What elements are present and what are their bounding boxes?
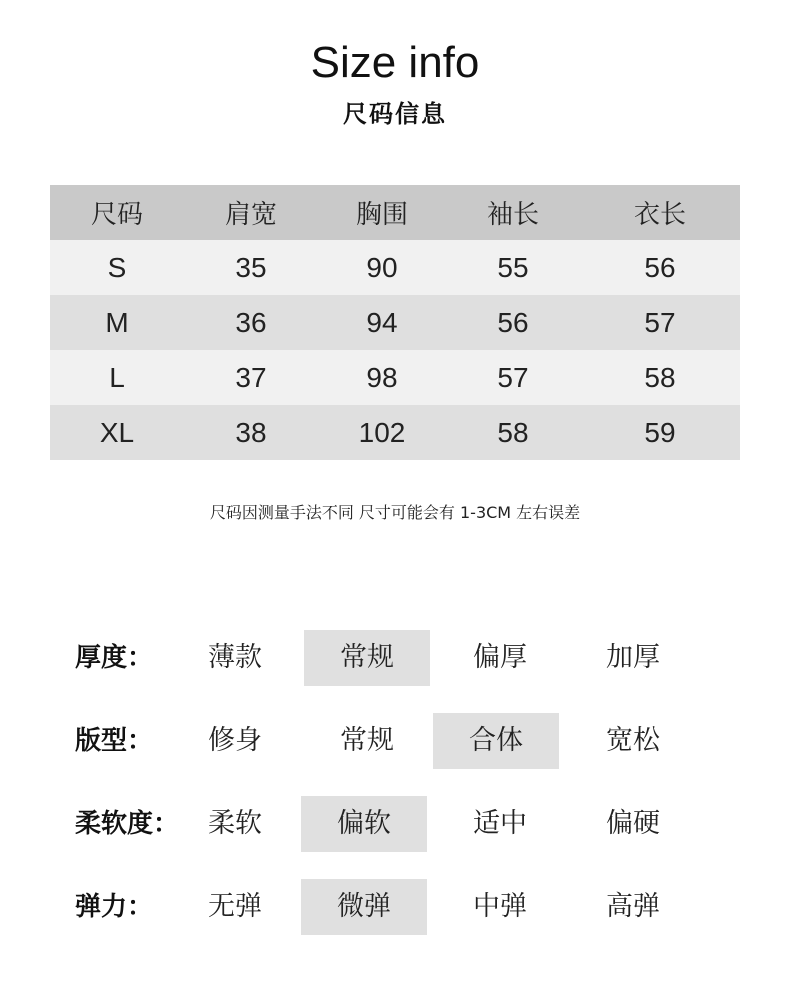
attribute-option: 加厚 [606, 642, 660, 673]
attribute-option: 高弹 [606, 891, 660, 922]
attribute-option: 适中 [473, 808, 527, 839]
table-row [50, 405, 740, 460]
table-cell: 38 [184, 405, 318, 460]
table-cell: 35 [184, 240, 318, 295]
attribute-row-softness [0, 796, 790, 852]
attribute-option: 常规 [340, 725, 394, 756]
attribute-label: 柔软度： [75, 809, 180, 839]
table-cell: 102 [318, 405, 446, 460]
table-cell: 98 [318, 350, 446, 405]
header-chest: 胸围 [318, 185, 446, 240]
table-cell: 57 [446, 350, 580, 405]
table-row [50, 350, 740, 405]
attribute-option-selected: 微弹 [301, 879, 427, 935]
attribute-option: 偏厚 [473, 642, 527, 673]
attribute-row-thickness [0, 630, 790, 686]
table-cell: 56 [446, 295, 580, 350]
attribute-option: 中弹 [473, 891, 527, 922]
table-cell: 58 [580, 350, 740, 405]
attribute-option-selected: 偏软 [301, 796, 427, 852]
table-cell: 57 [580, 295, 740, 350]
header-size: 尺码 [50, 185, 184, 240]
table-cell: 55 [446, 240, 580, 295]
measurement-note: 尺码因测量手法不同 尺寸可能会有 1-3CM 左右误差 [209, 503, 581, 522]
size-table [50, 185, 740, 460]
table-cell: 94 [318, 295, 446, 350]
table-cell: 36 [184, 295, 318, 350]
table-cell: 58 [446, 405, 580, 460]
table-row [50, 295, 740, 350]
page-title: Size info [310, 38, 480, 87]
attribute-option: 偏硬 [606, 808, 660, 839]
attribute-option-selected: 合体 [433, 713, 559, 769]
header-shoulder: 肩宽 [184, 185, 318, 240]
table-cell: M [50, 295, 184, 350]
table-header-row [50, 185, 740, 240]
attribute-label: 版型： [75, 726, 154, 756]
attribute-label: 厚度： [75, 643, 154, 673]
table-cell: 90 [318, 240, 446, 295]
attribute-option-selected: 常规 [304, 630, 430, 686]
attribute-option: 宽松 [606, 725, 660, 756]
attribute-option: 修身 [208, 725, 262, 756]
page-subtitle: 尺码信息 [343, 100, 447, 128]
table-cell: 56 [580, 240, 740, 295]
attribute-row-elasticity [0, 879, 790, 935]
attribute-option: 柔软 [208, 808, 262, 839]
attribute-row-fit [0, 713, 790, 769]
table-cell: 59 [580, 405, 740, 460]
attribute-option: 无弹 [208, 891, 262, 922]
table-row [50, 240, 740, 295]
table-cell: XL [50, 405, 184, 460]
attribute-label: 弹力： [75, 892, 154, 922]
table-cell: S [50, 240, 184, 295]
header-sleeve: 袖长 [446, 185, 580, 240]
attribute-option: 薄款 [208, 642, 262, 673]
table-cell: L [50, 350, 184, 405]
header-length: 衣长 [580, 185, 740, 240]
table-cell: 37 [184, 350, 318, 405]
